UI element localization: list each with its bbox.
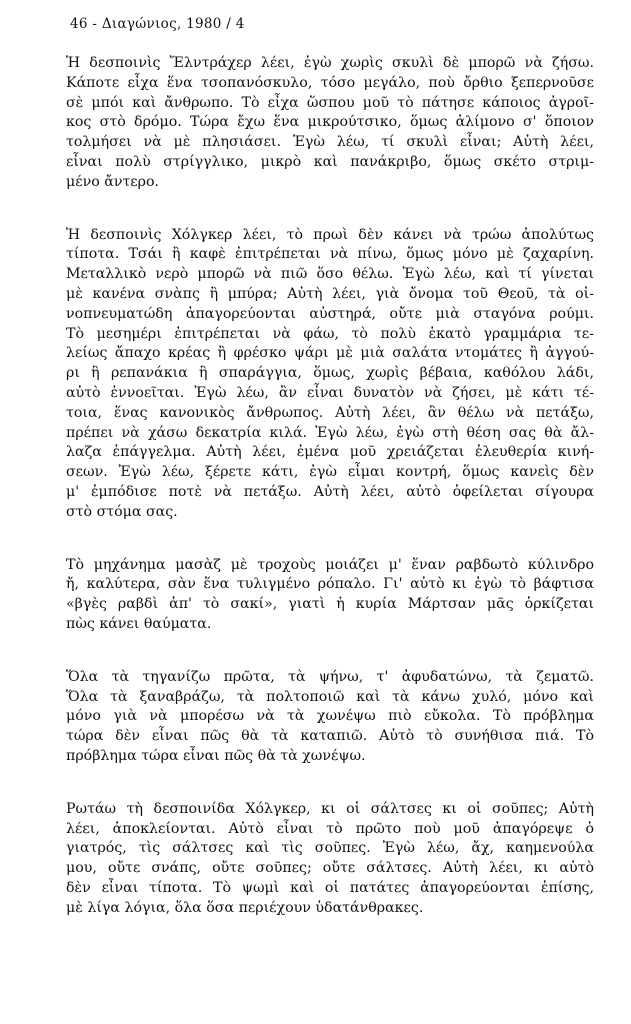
text-line: μου, οὔτε σνάπς, οὔτε σοῦπες; οὔτε σάλτσες. Αὐτὴ λέει, κι αὐτὸ xyxy=(66,860,594,877)
text-line: στὸ στόμα σας. xyxy=(66,503,178,520)
text-line: λαζα ἐπάγγελμα. Αὐτὴ λέει, ἐμένα μοῦ χρειάζεται ἐλευθερία κινή- xyxy=(66,444,594,461)
text-line: τίποτα. Τσάι ἢ καφὲ ἐπιτρέπεται νὰ πίνω, ὅμως μόνο μὲ ζαχαρίνη. xyxy=(66,246,594,263)
paragraph-3 xyxy=(66,556,594,635)
text-line: Ἡ δεσποινὶς Χόλγκερ λέει, τὸ πρωὶ δὲν κάνει νὰ τρώω ἀπολύτως xyxy=(66,226,594,243)
text-line: μ' ἐμπόδισε ποτὲ νὰ πετάξω. Αὐτὴ λέει, αὐτὸ ὀφείλεται σίγουρα xyxy=(66,483,594,500)
text-line: λέει, ἀποκλείονται. Αὐτὸ εἶναι τὸ πρῶτο ποὺ μοῦ ἀπαγόρεψε ὁ xyxy=(66,820,594,837)
text-line: πρόβλημα τώρα εἶναι πῶς θὰ τὰ χωνέψω. xyxy=(66,747,366,764)
text-line: Ἡ δεσποινὶς Ἔλντράχερ λέει, ἐγὼ χωρὶς σκυλὶ δὲ μπορῶ νὰ ζήσω. xyxy=(66,55,594,71)
text-line: μὲ κανένα σνὰπς ἢ μπύρα; Αὐτὴ λέει, γιὰ ὄνομα τοῦ Θεοῦ, τὰ οἰ- xyxy=(66,285,594,302)
text-line: κος στὸ δρόμο. Τώρα ἔχω ἕνα μικρούτσικο, ὅμως ἀλίμονο σ' ὅποιον xyxy=(66,114,594,131)
text-line: Κάποτε εἶχα ἕνα τσοπανόσκυλο, τόσο μεγάλο, ποὺ ὄρθιο ξεπερνοῦσε xyxy=(66,74,594,91)
text-line: Τὸ μεσημέρι ἐπιτρέπεται νὰ φάω, τὸ πολὺ ἑκατὸ γραμμάρια τε- xyxy=(66,325,594,342)
text-line: Ρωτάω τὴ δεσποινίδα Χόλγκερ, κι οἱ σάλτσες κι οἱ σοῦπες; Αὐτὴ xyxy=(66,800,594,817)
text-line: ἤ, καλύτερα, σὰν ἕνα τυλιγμένο ρόπαλο. Γι' αὐτὸ κι ἐγὼ τὸ βάφτισα xyxy=(66,576,594,593)
text-line: πὼς κάνει θαύματα. xyxy=(66,615,212,632)
paragraph-4 xyxy=(66,668,594,767)
text-line: εἶναι πολὺ στρίγγλικο, μικρὸ καὶ πανάκριβο, ὅμως σκέτο στριμ- xyxy=(66,153,594,170)
text-line: σὲ μπόι καὶ ἄνθρωπο. Τὸ εἶχα ὥσπου μοῦ τὸ πάτησε κάποιος ἀγροῖ- xyxy=(66,94,594,111)
text-line: «βγὲς ραβδὶ ἀπ' τὸ σακί», γιατὶ ἡ κυρία Μάρτσαν μᾶς ὁρκίζεται xyxy=(66,596,594,613)
text-line: δὲν εἶναι τίποτα. Τὸ ψωμὶ καὶ οἱ πατάτες ἀπαγορεύονται ἐπίσης, xyxy=(66,879,594,896)
document-page xyxy=(66,16,594,951)
text-line: τοια, ἕνας κανονικὸς ἄνθρωπος. Αὐτὴ λέει, ἂν θέλω νὰ πετάξω, xyxy=(66,404,594,421)
text-line: πρέπει νὰ χάσω δεκατρία κιλά. Ἐγὼ λέω, ἐγὼ στὴ θέση σας θὰ ἄλ- xyxy=(66,424,594,441)
text-line: γιατρός, τὶς σάλτσες καὶ τὶς σοῦπες. Ἐγὼ λέω, ἄχ, καημενούλα xyxy=(66,840,594,857)
text-line: τώρα δὲν εἶναι πῶς θὰ τὰ καταπιῶ. Αὐτὸ τὸ συνήθισα πιά. Τὸ xyxy=(66,728,594,745)
text-line: σεων. Ἐγὼ λέω, ξέρετε κάτι, ἐγὼ εἶμαι κοντρή, ὅμως κανεὶς δὲν xyxy=(66,464,594,481)
text-line: μὲ λίγα λόγια, ὅλα ὅσα περιέχουν ὑδατάνθρακες. xyxy=(66,899,424,916)
text-line: τολμήσει νὰ μὲ πλησιάσει. Ἐγὼ λέω, τί σκυλὶ εἶναι; Αὐτὴ λέει, xyxy=(66,134,594,151)
text-line: Ὅλα τὰ ξαναβράζω, τὰ πολτοποιῶ καὶ τὰ κάνω χυλό, μόνο καὶ xyxy=(66,688,594,705)
paragraph-2 xyxy=(66,226,594,523)
page-header: 46 - Διαγώνιος, 1980 / 4 xyxy=(70,16,245,32)
text-line: νοπνευματώδη ἀπαγορεύονται αὐστηρά, οὔτε μιὰ σταγόνα ρούμι. xyxy=(66,305,594,322)
text-line: μένο ἄντερο. xyxy=(66,173,160,190)
paragraph-5 xyxy=(66,800,594,919)
text-line: μόνο γιὰ νὰ μπορέσω νὰ τὰ χωνέψω πιὸ εὔκολα. Τὸ πρόβλημα xyxy=(66,708,594,725)
text-line: λείως ἄπαχο κρέας ἢ φρέσκο ψάρι μὲ μιὰ σαλάτα ντομάτες ἢ ἀγγού- xyxy=(66,345,594,362)
text-line: Μεταλλικὸ νερὸ μπορῶ νὰ πιῶ ὅσο θέλω. Ἐγὼ λέω, καὶ τί γίνεται xyxy=(66,266,594,283)
text-line: ρι ἢ ρεπανάκια ἢ σπαράγγια, ὅμως, χωρὶς βέβαια, καθόλου λάδι, xyxy=(66,365,594,382)
text-line: Τὸ μηχάνημα μασὰζ μὲ τροχοὺς μοιάζει μ' ἕναν ραβδωτὸ κύλινδρο xyxy=(66,556,594,573)
paragraph-1 xyxy=(66,54,594,193)
text-line: αὐτὸ ἐννοεῖται. Ἐγὼ λέω, ἂν εἶναι δυνατὸν νὰ ζήσει, μὲ κάτι τέ- xyxy=(66,384,594,401)
text-line: Ὅλα τὰ τηγανίζω πρῶτα, τὰ ψήνω, τ' ἀφυδατώνω, τὰ ζεματῶ. xyxy=(66,668,594,685)
